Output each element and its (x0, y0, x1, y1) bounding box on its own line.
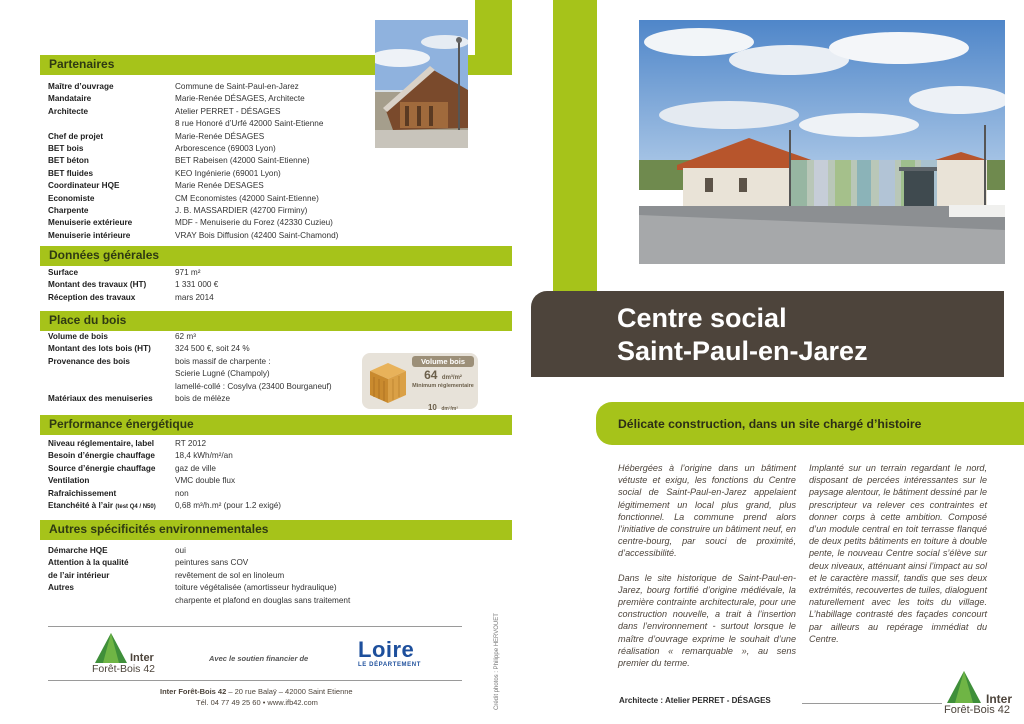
autres-list (48, 545, 350, 607)
badge-unit: dm³/m² (441, 375, 462, 381)
info-value: 62 m³ (175, 332, 196, 341)
section-heading: Place du bois (49, 313, 127, 327)
info-value: 8 rue Honoré d’Urfé 42000 Saint-Etienne (175, 119, 324, 129)
info-label: Mandataire (48, 94, 92, 104)
footer-divider-top (48, 626, 462, 627)
info-label: BET bois (48, 144, 84, 154)
info-row (48, 267, 218, 279)
info-label: de l’air intérieur (48, 570, 110, 580)
soutien-text: Avec le soutien financier de (209, 654, 309, 663)
info-value: VRAY Bois Diffusion (42400 Saint-Chamond) (175, 230, 339, 240)
photo-credit: Crédit photos : Philippe HERVOUET (494, 613, 500, 710)
info-label (48, 118, 175, 130)
info-value: gaz de ville (175, 463, 216, 473)
info-value: 0,68 m³/h.m² (pour 1.2 exigé) (175, 501, 282, 511)
logo-inter: Inter (986, 692, 1013, 706)
info-row (48, 217, 338, 229)
subtitle-band (596, 402, 1024, 445)
info-label: Attention à la qualité (48, 558, 129, 568)
info-value: BET Rabeisen (42000 Saint-Etienne) (175, 156, 310, 166)
footer-org: Inter Forêt-Bois 42 (160, 687, 227, 696)
info-value: Arborescence (69003 Lyon) (175, 144, 276, 154)
paragraph: Dans le site historique de Saint-Paul-en-Jarez, bourg fortifié d’origine médiévale, la première contrainte architecturale, pour une construction nouvelle, a trait à l’insertion dans l’environnement - surtout lorsque le maître d’ouvrage exprime le souhait d’une réalisation « remarquable », au sens premier du terme. (618, 572, 796, 669)
info-label: Source d’énergie chauffage (48, 463, 156, 473)
info-value: charpente et plafond en douglas sans traitement (175, 595, 351, 605)
paragraph: Implanté sur un terrain regardant le nord, disposant de percées intéressantes sur le paysage alentour, le bâtiment dessiné par le prescripteur va relever ces contraintes et donner corps à cette ambition. Composé d’un module central en toit terrasse flanqué de deux petits bâtiments en toiture à double pente, le nouveau Centre social s’élève sur deux niveaux, atténuant ainsi l’impact au sol et le caractère massif, tandis que ses deux extrémités, recouvertes de tuiles, dialoguent naturellement avec les toits du village. L’habillage contrasté des façades concourt par ailleurs au repérage immédiat du Centre. (809, 463, 987, 644)
info-row (48, 582, 350, 594)
text-column-1 (618, 462, 796, 669)
info-row (48, 545, 350, 557)
info-label: Démarche HQE (48, 546, 108, 555)
section-autres-specificites (40, 520, 512, 540)
info-label: Chef de projet (48, 131, 104, 141)
info-label: Besoin d’énergie chauffage (48, 451, 155, 461)
info-label (48, 500, 175, 513)
info-label: Matériaux des menuiseries (48, 394, 153, 404)
info-row (48, 230, 338, 242)
logo-name: Forêt-Bois 42 (944, 704, 1011, 716)
info-label: Economiste (48, 193, 95, 203)
loire-sub: LE DÉPARTEMENT (358, 662, 421, 668)
volume-bois-badge (362, 353, 478, 412)
info-label (48, 595, 175, 607)
loire-wordmark: Loire (358, 637, 415, 662)
info-label: Menuiserie extérieure (48, 218, 133, 228)
page-title-line1: Centre social (617, 303, 787, 333)
info-value: lamellé-collé : Cosylva (23400 Bourganeuf) (175, 381, 332, 391)
info-value: 18,4 kWh/m²/an (175, 451, 233, 461)
info-label: Rafraîchissement (48, 488, 117, 498)
info-label: BET béton (48, 156, 89, 166)
info-row (48, 438, 281, 450)
info-label: Niveau réglementaire, label (48, 439, 155, 448)
info-row (48, 450, 281, 462)
info-value: Marie-Renée DÉSAGES, Architecte (175, 94, 305, 104)
info-row (48, 595, 350, 607)
badge-value-row (412, 366, 474, 384)
section-heading: Partenaires (49, 57, 115, 71)
info-label: Charpente (48, 206, 89, 216)
info-label: Coordinateur HQE (48, 181, 120, 191)
info-value: MDF - Menuiserie du Forez (42330 Cuzieu) (175, 218, 333, 228)
info-row (48, 193, 338, 205)
building-photo-main (639, 20, 1005, 264)
info-row (48, 393, 332, 405)
footer-divider-right (802, 703, 942, 704)
badge-value: 64 (424, 368, 438, 382)
info-row (48, 106, 338, 118)
info-row (48, 343, 332, 355)
title-band (531, 291, 1004, 377)
info-row (48, 168, 338, 180)
info-row (48, 180, 338, 192)
logo-inter: Inter (130, 652, 154, 664)
info-label: Montant des travaux (HT) (48, 280, 147, 290)
info-row (48, 356, 332, 368)
info-value: Marie Renée DESAGES (175, 181, 264, 191)
inter-foret-bois-logo (92, 632, 164, 676)
footer-address-text: – 20 rue Balaÿ – 42000 Saint Etienne (226, 687, 353, 696)
badge-label: Volume bois (412, 356, 474, 367)
info-row (48, 331, 332, 343)
info-row (48, 570, 350, 582)
page-subtitle: Délicate construction, dans un site chargé d’histoire (618, 417, 922, 431)
info-row (48, 279, 218, 291)
info-value: Marie-Renée DÉSAGES (175, 131, 265, 141)
tree-triangle-icon (946, 670, 982, 704)
info-row (48, 292, 218, 304)
info-row (48, 143, 338, 155)
section-place-du-bois (40, 311, 512, 331)
info-value: KEO Ingénierie (69001 Lyon) (175, 168, 281, 178)
info-row (48, 131, 338, 143)
info-row (48, 500, 281, 513)
info-value: CM Economistes (42000 Saint-Etienne) (175, 193, 319, 203)
footer-address (160, 687, 353, 696)
info-value: toiture végétalisée (amortisseur hydraulique) (175, 583, 337, 593)
footer-divider-bottom (48, 680, 462, 681)
info-label (48, 368, 175, 380)
info-value: RT 2012 (175, 439, 207, 448)
info-value: bois de mélèze (175, 394, 231, 404)
building-photo-small (375, 20, 468, 148)
section-heading: Données générales (49, 248, 160, 262)
section-donnees-generales (40, 246, 512, 266)
info-value: revêtement de sol en linoleum (175, 570, 285, 580)
info-row (48, 93, 338, 105)
info-label-text: Etanchéité à l’air (48, 501, 114, 511)
info-label: Volume de bois (48, 332, 108, 341)
wood-cube-icon (366, 357, 410, 407)
section-heading: Autres spécificités environnementales (49, 522, 269, 536)
info-label: Autres (48, 583, 74, 593)
info-row (48, 118, 338, 130)
info-label-note: (test Q4 / N50) (115, 504, 156, 511)
badge-min-label: Minimum réglementaire (412, 383, 474, 389)
text-column-2 (809, 462, 987, 645)
logo-name: Forêt-Bois 42 (92, 663, 156, 675)
info-value: Scierie Lugné (Champoly) (175, 369, 270, 379)
info-value: non (175, 488, 189, 498)
info-value: VMC double flux (175, 476, 236, 486)
paragraph: Hébergées à l’origine dans un bâtiment vétuste et exigu, les fonctions du Centre social de Saint-Paul-en-Jarez appelaient légitimement un local plus grand, plus fonctionnel. La commune prend alors l’initiative de construire un bâtiment neuf, en centre-bourg, par souci de proximité, d’accessibilité. (618, 463, 796, 559)
info-value: 971 m² (175, 268, 201, 277)
info-label: Menuiserie intérieure (48, 230, 131, 240)
info-label: Architecte (48, 106, 89, 116)
accent-bar-left (475, 0, 512, 74)
bois-list (48, 331, 332, 405)
architecte-credit: Architecte : Atelier PERRET - DÉSAGES (619, 696, 771, 705)
page-title-line2: Saint-Paul-en-Jarez (617, 336, 868, 366)
partenaires-list (48, 81, 338, 242)
info-label: Maître d’ouvrage (48, 82, 114, 91)
info-value: Commune de Saint-Paul-en-Jarez (175, 82, 299, 91)
info-value: mars 2014 (175, 292, 214, 302)
info-value: peintures sans COV (175, 558, 249, 568)
section-performance-energetique (40, 415, 512, 435)
info-row (48, 81, 338, 93)
info-value: J. B. MASSARDIER (42700 Firminy) (175, 206, 308, 216)
info-row (48, 557, 350, 569)
inter-foret-bois-logo-right (944, 668, 1020, 718)
info-value: 1 331 000 € (175, 280, 219, 290)
badge-min-value: 10 (427, 403, 437, 412)
energie-list (48, 438, 281, 513)
info-label: Provenance des bois (48, 356, 130, 366)
info-label: Montant des lots bois (HT) (48, 344, 151, 354)
badge-min-row (412, 397, 474, 415)
loire-logo (358, 638, 428, 672)
info-row (48, 155, 338, 167)
info-value: bois massif de charpente : (175, 356, 271, 366)
info-label: BET fluides (48, 168, 94, 178)
info-value: Atelier PERRET - DÉSAGES (175, 106, 281, 116)
footer-contact: Tél. 04 77 49 25 60 • www.ifb42.com (196, 698, 318, 707)
info-value: 324 500 €, soit 24 % (175, 344, 250, 354)
info-row (48, 368, 332, 380)
info-row (48, 475, 281, 487)
info-row (48, 381, 332, 393)
info-label (48, 381, 175, 393)
donnees-list (48, 267, 218, 304)
tree-triangle-icon (94, 632, 128, 664)
info-row (48, 463, 281, 475)
info-value: oui (175, 546, 186, 555)
info-row (48, 488, 281, 500)
info-row (48, 205, 338, 217)
badge-min-unit: dm³/m² (441, 406, 459, 412)
section-heading: Performance énergétique (49, 417, 194, 431)
info-label: Surface (48, 268, 79, 277)
info-label: Réception des travaux (48, 292, 136, 302)
info-label: Ventilation (48, 476, 90, 486)
